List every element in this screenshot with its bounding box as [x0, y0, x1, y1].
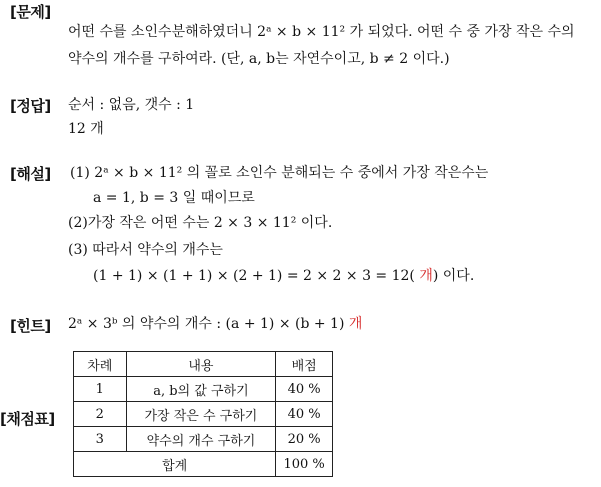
hint-text: 2ᵃ × 3ᵇ 의 약수의 개수 : (a + 1) × (b + 1): [68, 316, 349, 332]
problem-line-1: [68, 22, 575, 42]
row-order: 2: [74, 402, 127, 427]
row-content: a, b의 값 구하기: [126, 377, 276, 402]
total-label: 합계: [74, 452, 276, 477]
problem-text-b: 가 되었다. 어떤 수 중 가장 작은 수의: [345, 24, 575, 40]
answer-line-2: 12 개: [68, 121, 104, 137]
solution-step-3: (3) 따라서 약수의 개수는: [68, 242, 223, 258]
solution-unit-red: 개: [414, 268, 433, 284]
header-order: 차례: [74, 352, 127, 377]
solution-label: [해설]: [10, 165, 51, 183]
grading-table: [73, 351, 333, 477]
solution-step-1-num: (1): [70, 165, 95, 181]
solution-step-1: [70, 163, 488, 183]
table-row: [74, 402, 333, 427]
table-total-row: [74, 452, 333, 477]
solution-step-1-text: 의 꼴로 소인수 분해되는 수 중에서 가장 작은수는: [182, 165, 489, 181]
table-row: [74, 377, 333, 402]
answer-line-1: 순서 : 없음, 갯수 : 1: [68, 97, 195, 113]
problem-text-a: 어떤 수를 소인수분해하였더니: [68, 24, 258, 40]
answer-label: [정답]: [10, 97, 51, 115]
table-header-row: [74, 352, 333, 377]
row-score: 40 %: [276, 402, 333, 427]
solution-calc: (1 + 1) × (1 + 1) × (2 + 1) = 2 × 2 × 3 = 12(: [93, 268, 415, 284]
row-content: 가장 작은 수 구하기: [126, 402, 276, 427]
solution-expression: 2ᵃ × b × 11²: [94, 165, 183, 181]
row-score: 40 %: [276, 377, 333, 402]
row-content: 약수의 개수 구하기: [126, 427, 276, 452]
problem-label: [문제]: [10, 3, 51, 21]
header-content: 내용: [126, 352, 276, 377]
row-order: 1: [74, 377, 127, 402]
solution-end: ) 이다.: [432, 268, 475, 284]
row-score: 20 %: [276, 427, 333, 452]
problem-line-2: 약수의 개수를 구하여라. (단, a, b는 자연수이고, b ≠ 2 이다.): [68, 51, 450, 67]
hint-label: [힌트]: [10, 317, 51, 335]
table-row: [74, 427, 333, 452]
row-order: 3: [74, 427, 127, 452]
grading-label: [채점표]: [0, 410, 55, 428]
solution-step-1-cont: a = 1, b = 3 일 때이므로: [93, 190, 255, 206]
header-score: 배점: [276, 352, 333, 377]
problem-expression: 2ᵃ × b × 11²: [257, 24, 346, 40]
solution-step-2: (2)가장 작은 어떤 수는 2 × 3 × 11² 이다.: [68, 215, 333, 231]
total-score: 100 %: [276, 452, 333, 477]
hint-line: [68, 314, 362, 334]
solution-step-4: [93, 266, 474, 286]
hint-unit-red: 개: [348, 316, 363, 332]
